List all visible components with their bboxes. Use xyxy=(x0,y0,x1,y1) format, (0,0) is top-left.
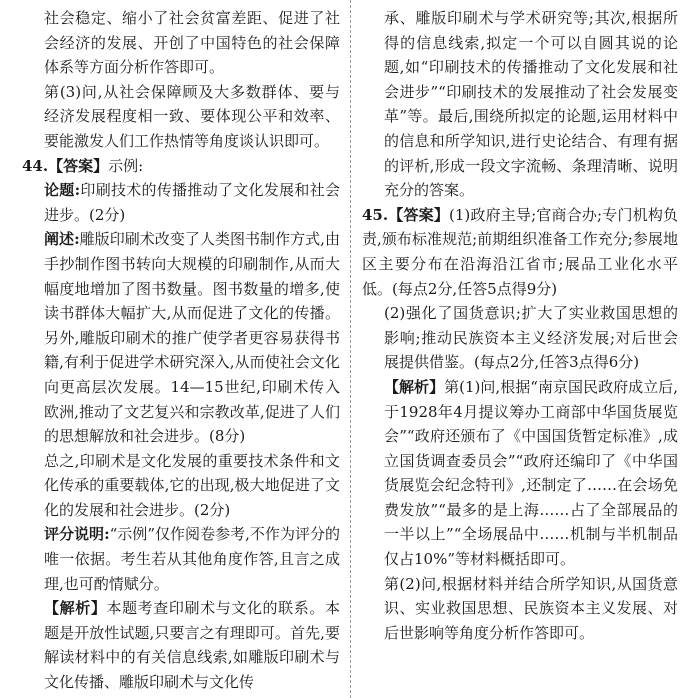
q44-elaboration xyxy=(22,227,340,448)
elaboration-label: 阐述: xyxy=(44,230,80,249)
thesis-label: 论题: xyxy=(44,181,81,200)
q43-part3-analysis: 第(3)问,从社会保障顾及大多数群体、要与经济发展程度相一致、要体现公平和效率、要能激发人们工作热情等角度谈认识即可。 xyxy=(44,82,340,150)
q45-answer-part2: (2)强化了国货意识;扩大了实业救国思想的影响;推动民族资本主义经济发展;对后世会展提供借鉴。(每点2分,任答3点得6分) xyxy=(384,304,678,372)
left-column xyxy=(22,6,340,695)
q44-answer-tag: 【答案】 xyxy=(48,156,109,175)
q45-answer-tag: 【答案】 xyxy=(388,205,449,224)
q44-thesis xyxy=(22,178,340,227)
q44-scoring-note xyxy=(22,522,340,596)
thesis-text: 印刷技术的传播推动了文化发展和社会进步。(2分) xyxy=(44,181,340,224)
scoring-text: “示例”仅作阅卷参考,不作为评分的唯一依据。考生若从其他角度作答,且言之成理,也可酌情赋分。 xyxy=(44,525,340,593)
q45-number: 45. xyxy=(362,205,389,224)
q45-analysis-part1 xyxy=(362,375,678,572)
q45-part1-text: (1)政府主导;官商合办;专门机构负责,颁布标准规范;前期组织准备工作充分;参展地区主要分布在沿海沿江省市;展品工业化水平低。(每点2分,任答5点得9分) xyxy=(362,205,678,298)
q45-analysis-text1: 第(1)问,根据“南京国民政府成立后,于1928年4月提议筹办工商部中华国货展览会”“政府还颁布了《中国国货暂定标准》,成立国货调查委员会”“政府还编印了《中华国货展览会纪念特刊》,还制定了……在会场免费发放”“最多的是上海……占了全部展品的一半以上”“全场展品中……机制与半机制品仅占10%”等材料概括即可。 xyxy=(384,377,678,569)
q45-answer-part1 xyxy=(362,203,678,301)
q43-analysis-continuation: 社会稳定、缩小了社会贫富差距、促进了社会经济的发展、开创了中国特色的社会保障体系等方面分析作答即可。 xyxy=(44,9,340,77)
q44-answer-intro: 示例: xyxy=(108,156,144,175)
q44-number: 44. xyxy=(22,156,49,175)
q44-analysis xyxy=(22,596,340,694)
q44-summary: 总之,印刷术是文化发展的重要技术条件和文化传承的重要载体,它的出现,极大地促进了文化的发展和社会进步。(2分) xyxy=(44,451,340,519)
q45-analysis-part2: 第(2)问,根据材料并结合所学知识,从国货意识、实业救国思想、民族资本主义发展、对后世影响等角度分析作答即可。 xyxy=(384,574,678,642)
scoring-label: 评分说明: xyxy=(44,525,110,544)
column-divider xyxy=(350,0,351,698)
analysis-tag: 【解析】 xyxy=(44,599,107,618)
elaboration-text: 雕版印刷术改变了人类图书制作方式,由手抄制作图书转向大规模的印刷制作,从而大幅度地增加了图书数量。图书数量的增多,使读书群体大幅扩大,从而促进了文化的传播。另外,雕版印刷术的推广使学者更容易获得书籍,有利于促进学术研究深入,从而使社会文化向更高层次发展。14—15世纪,印刷术传入欧洲,推动了文艺复兴和宗教改革,促进了人们的思想解放和社会进步。(8分) xyxy=(44,230,340,446)
q44-analysis-continuation: 承、雕版印刷术与学术研究等;其次,根据所得的信息线索,拟定一个可以自圆其说的论题,如“印刷技术的传播推动了文化发展和社会进步”“印刷技术的发展推动了社会发展变革”等。最后,围绕所拟定的论题,运用材料中的信息和所学知识,进行史论结合、有理有据的评析,形成一段文字流畅、条理清晰、说明充分的答案。 xyxy=(384,9,678,200)
right-column xyxy=(362,6,678,645)
q44-answer-header xyxy=(22,154,340,179)
q45-analysis-tag: 【解析】 xyxy=(384,377,445,396)
analysis-text: 本题考查印刷术与文化的联系。本题是开放性试题,只要言之有理即可。首先,要解读材料中的有关信息线索,如雕版印刷术与文化传播、雕版印刷术与文化传 xyxy=(44,599,340,692)
